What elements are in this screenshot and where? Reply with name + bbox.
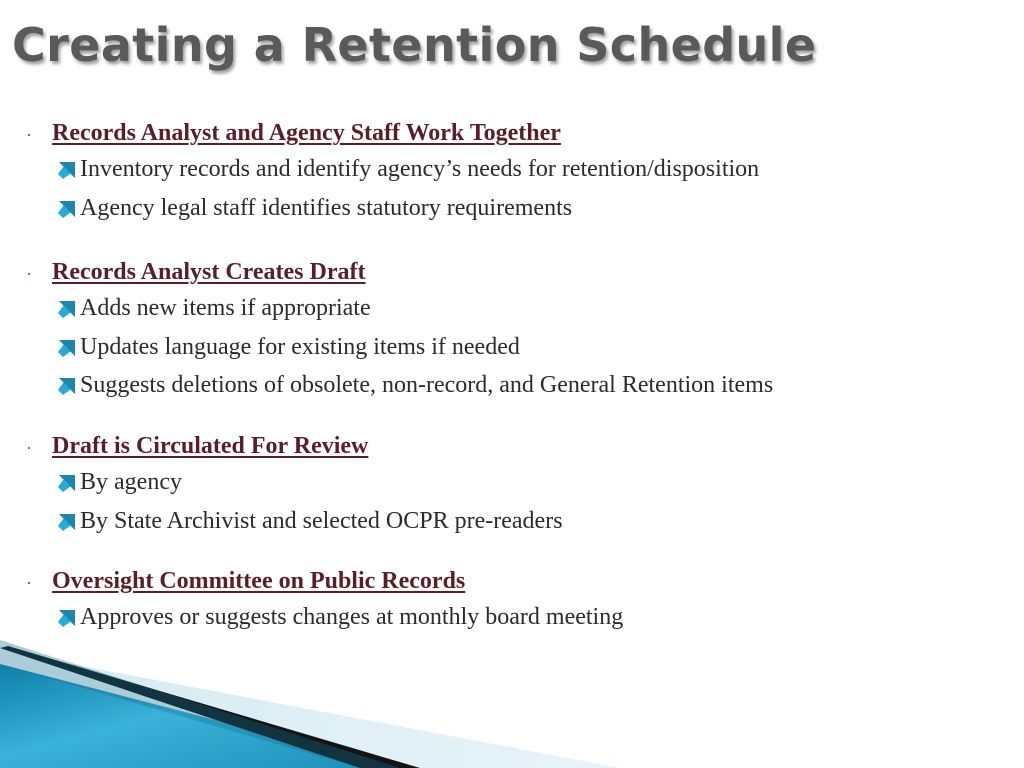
sub-bullet-item bbox=[0, 192, 1024, 231]
bullet-row bbox=[0, 256, 1024, 292]
arrow-up-right-icon bbox=[57, 199, 77, 219]
arrow-up-right-icon bbox=[57, 608, 77, 628]
sub-bullet-item bbox=[0, 292, 1024, 331]
section-heading: Records Analyst and Agency Staff Work Together bbox=[52, 120, 561, 146]
sub-bullet-text: Updates language for existing items if needed bbox=[80, 333, 520, 360]
bullet-dot: · bbox=[26, 573, 32, 593]
bullet-section bbox=[0, 565, 1024, 640]
arrow-up-right-icon bbox=[57, 299, 77, 319]
bullet-section bbox=[0, 117, 1024, 230]
section-heading: Draft is Circulated For Review bbox=[52, 433, 369, 459]
sub-bullet-text: Approves or suggests changes at monthly board meeting bbox=[80, 604, 624, 630]
sub-bullet-item bbox=[0, 331, 1024, 370]
arrow-up-right-icon bbox=[57, 512, 77, 532]
arrow-up-right-icon bbox=[57, 473, 77, 493]
sub-bullet-item bbox=[0, 369, 1024, 408]
bullet-dot: · bbox=[26, 438, 32, 458]
section-heading: Records Analyst Creates Draft bbox=[52, 259, 366, 285]
corner-swoosh-decoration bbox=[0, 640, 620, 768]
bullet-section bbox=[0, 430, 1024, 543]
sub-bullet-item bbox=[0, 505, 1024, 544]
bullet-dot: · bbox=[26, 125, 32, 145]
section-heading: Oversight Committee on Public Records bbox=[52, 568, 466, 594]
sub-bullet-text: By State Archivist and selected OCPR pre-readers bbox=[80, 507, 563, 534]
sub-bullet-text: By agency bbox=[80, 469, 182, 495]
sub-bullet-text: Adds new items if appropriate bbox=[80, 295, 371, 321]
sub-bullet-text: Agency legal staff identifies statutory requirements bbox=[80, 194, 573, 221]
bullet-dot: · bbox=[26, 264, 32, 284]
bullet-row bbox=[0, 117, 1024, 153]
slide-title: Creating a Retention Schedule bbox=[12, 18, 817, 72]
sub-bullet-item bbox=[0, 601, 1024, 640]
sub-bullet-text: Suggests deletions of obsolete, non-record, and General Retention items bbox=[80, 372, 774, 398]
sub-bullet-item bbox=[0, 153, 1024, 192]
arrow-up-right-icon bbox=[57, 376, 77, 396]
sub-bullet-item bbox=[0, 466, 1024, 505]
sub-bullet-text: Inventory records and identify agency’s needs for retention/disposition bbox=[80, 156, 760, 182]
bullet-row bbox=[0, 430, 1024, 466]
arrow-up-right-icon bbox=[57, 160, 77, 180]
bullet-row bbox=[0, 565, 1024, 601]
arrow-up-right-icon bbox=[57, 338, 77, 358]
bullet-section bbox=[0, 256, 1024, 408]
